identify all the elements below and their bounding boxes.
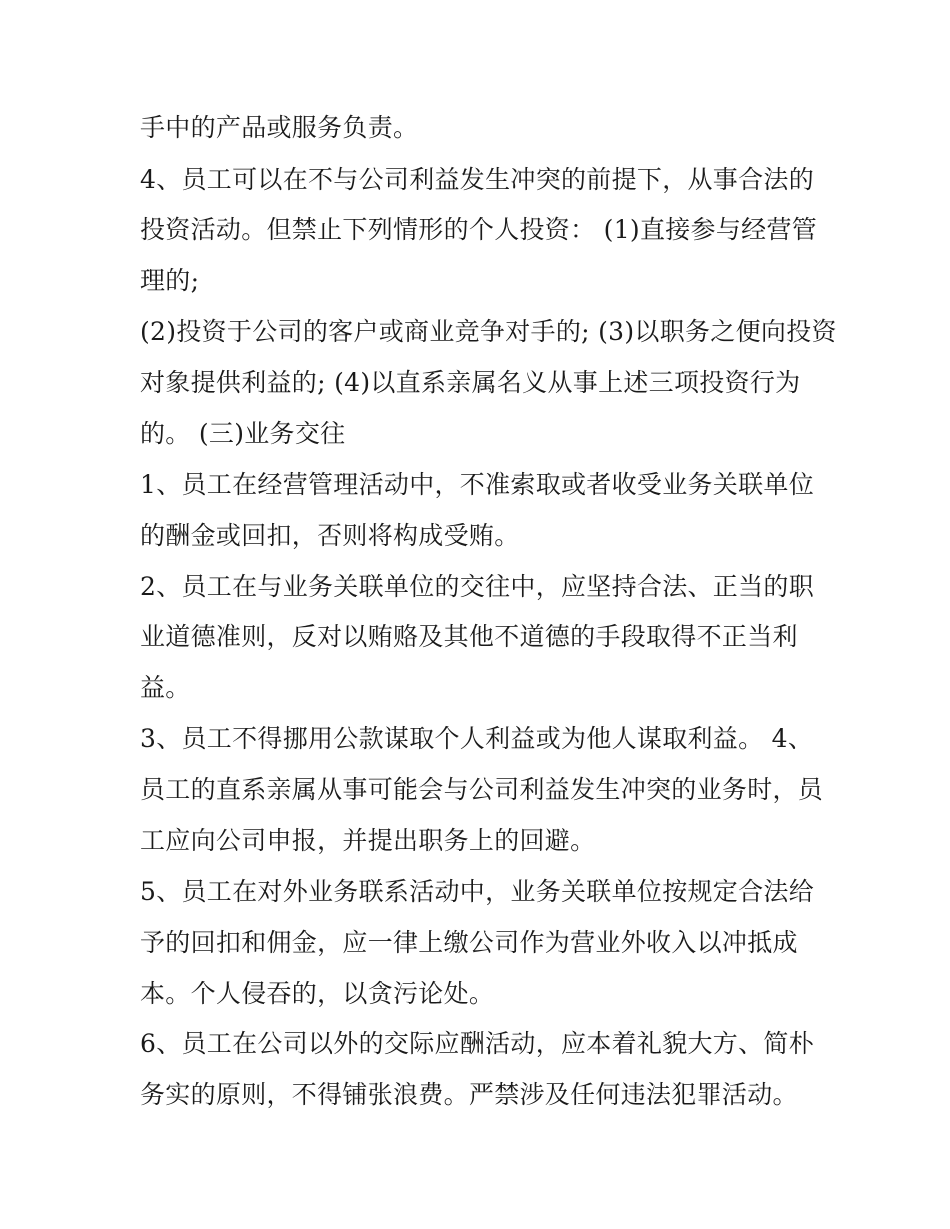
text-line: 对象提供利益的; (4)以直系亲属名义从事上述三项投资行为 bbox=[140, 368, 801, 397]
text-line: 手中的产品或服务负责。 bbox=[140, 113, 419, 142]
text-line: 员工的直系亲属从事可能会与公司利益发生冲突的业务时，员 bbox=[140, 775, 824, 804]
text-line: 予的回扣和佣金，应一律上缴公司作为营业外收入以冲抵成 bbox=[140, 928, 798, 957]
text-line: 3、员工不得挪用公款谋取个人利益或为他人谋取利益。 4、 bbox=[140, 724, 814, 753]
text-line: 4、员工可以在不与公司利益发生冲突的前提下，从事合法的 bbox=[140, 165, 815, 194]
text-line: 益。 bbox=[140, 673, 191, 702]
text-line: 1、员工在经营管理活动中，不准索取或者收受业务关联单位 bbox=[140, 470, 815, 499]
text-line: 5、员工在对外业务联系活动中，业务关联单位按规定合法给 bbox=[140, 877, 815, 906]
text-line: 工应向公司申报，并提出职务上的回避。 bbox=[140, 826, 596, 855]
text-line: 务实的原则，不得铺张浪费。严禁涉及任何违法犯罪活动。 bbox=[140, 1080, 798, 1109]
text-line: 业道德准则，反对以贿赂及其他不道德的手段取得不正当利 bbox=[140, 622, 798, 651]
text-line: 的。 (三)业务交往 bbox=[140, 419, 346, 448]
text-line: 投资活动。但禁止下列情形的个人投资： (1)直接参与经营管 bbox=[140, 215, 818, 244]
text-line: (2)投资于公司的客户或商业竞争对手的; (3)以职务之便向投资 bbox=[140, 317, 837, 346]
text-line: 6、员工在公司以外的交际应酬活动，应本着礼貌大方、简朴 bbox=[140, 1029, 815, 1058]
text-line: 本。个人侵吞的，以贪污论处。 bbox=[140, 979, 495, 1008]
text-line: 2、员工在与业务关联单位的交往中，应坚持合法、正当的职 bbox=[140, 572, 815, 601]
text-line: 理的; bbox=[140, 266, 200, 295]
text-line: 的酬金或回扣，否则将构成受贿。 bbox=[140, 521, 520, 550]
